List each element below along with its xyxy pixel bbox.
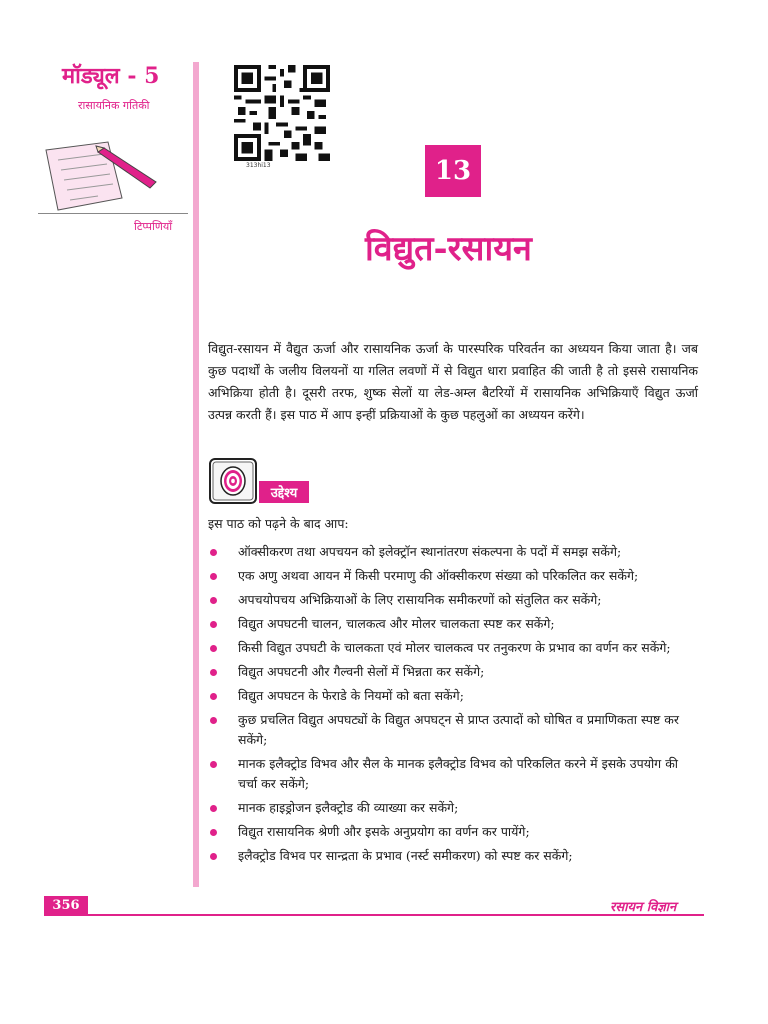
module-subtitle: रासायनिक गतिकी [78, 99, 150, 112]
objectives-label: उद्देश्य [259, 481, 309, 503]
notes-label: टिप्पणियाँ [134, 220, 173, 233]
bullet-icon [210, 693, 217, 700]
bullet-icon [210, 621, 217, 628]
list-item-text: एक अणु अथवा आयन में किसी परमाणु की ऑक्सीकरण संख्या को परिकलित कर सकेंगे; [238, 568, 639, 583]
bullet-icon [210, 669, 217, 676]
margin-rule [193, 62, 199, 887]
bullet-icon [210, 597, 217, 604]
list-item-text: विद्युत अपघटनी चालन, चालकत्व और मोलर चालकता स्पष्ट कर सकेंगे; [238, 616, 555, 631]
list-item [210, 710, 700, 750]
page-number: 356 [44, 896, 88, 914]
objectives-list [210, 542, 700, 870]
bullet-icon [210, 717, 217, 724]
bullet-icon [210, 829, 217, 836]
list-item [210, 754, 700, 794]
bullet-icon [210, 853, 217, 860]
notes-divider [38, 213, 188, 214]
list-item-text: मानक हाइड्रोजन इलैक्ट्रोड की व्याख्या कर सकेंगे; [238, 800, 459, 815]
qr-code-label: 313hi13 [246, 162, 271, 169]
list-item-text: कुछ प्रचलित विद्युत अपघट्यों के विद्युत अपघट्न से प्राप्त उत्पादों को घोषित व प्रमाणिकता स्पष्ट कर सकेंगे; [238, 712, 679, 747]
list-item [210, 846, 700, 866]
list-item-text: विद्युत अपघटन के फेराडे के नियमों को बता सकेंगे; [238, 688, 464, 703]
module-title: मॉड्यूल - 5 [62, 63, 160, 89]
list-item-text: मानक इलैक्ट्रोड विभव और सैल के मानक इलैक्ट्रोड विभव को परिकलित करने में इसके उपयोग की चर्चा कर सकेंगे; [238, 756, 679, 791]
list-item [210, 662, 700, 682]
bullet-icon [210, 549, 217, 556]
bullet-icon [210, 805, 217, 812]
bullet-icon [210, 645, 217, 652]
list-item [210, 638, 700, 658]
list-item-text: इलैक्ट्रोड विभव पर सान्द्रता के प्रभाव (नर्स्ट समीकरण) को स्पष्ट कर सकेंगे; [238, 848, 573, 863]
notes-pencil-icon [38, 138, 160, 220]
qr-code-icon [234, 65, 330, 161]
book-title: रसायन विज्ञान [610, 900, 677, 915]
list-item-text: ऑक्सीकरण तथा अपचयन को इलेक्ट्रॉन स्थानांतरण संकल्पना के पदों में समझ सकेंगे; [238, 544, 622, 559]
list-item-text: किसी विद्युत उपघटी के चालकता एवं मोलर चालकत्व पर तनुकरण के प्रभाव का वर्णन कर सकेंगे; [238, 640, 671, 655]
intro-paragraph: विद्युत-रसायन में वैद्युत ऊर्जा और रासायनिक ऊर्जा के पारस्परिक परिवर्तन का अध्ययन किया जाता है। जब कुछ पदार्थों के जलीय विलयनों या गलित लवणों में से विद्युत धारा प्रवाहित की जाती है तो इससे रासायनिक अभिक्रिया होती है। दूसरी तरफ, शुष्क सेलों या लेड-अम्ल बैटरियों में रासायनिक अभिक्रियाएँ विद्युत ऊर्जा उत्पन्न करती हैं। इस पाठ में आप इन्हीं प्रक्रियाओं के कुछ पहलुओं का अध्ययन करेंगे। [208, 341, 698, 422]
list-item [210, 822, 700, 842]
list-item-text: विद्युत रासायनिक श्रेणी और इसके अनुप्रयोग का वर्णन कर पायेंगे; [238, 824, 530, 839]
chapter-number: 13 [425, 145, 481, 197]
bullet-icon [210, 761, 217, 768]
list-item-text: अपचयोपचय अभिक्रियाओं के लिए रासायनिक समीकरणों को संतुलित कर सकेंगे; [238, 592, 602, 607]
list-item [210, 798, 700, 818]
list-item [210, 590, 700, 610]
footer-rule [44, 914, 704, 916]
objectives-intro: इस पाठ को पढ़ने के बाद आप: [208, 516, 349, 531]
list-item [210, 566, 700, 586]
list-item [210, 614, 700, 634]
list-item [210, 686, 700, 706]
list-item-text: विद्युत अपघटनी और गैल्वनी सेलों में भिन्नता कर सकेंगे; [238, 664, 485, 679]
target-icon [209, 458, 257, 504]
chapter-title: विद्युत-रसायन [365, 229, 532, 269]
bullet-icon [210, 573, 217, 580]
list-item [210, 542, 700, 562]
